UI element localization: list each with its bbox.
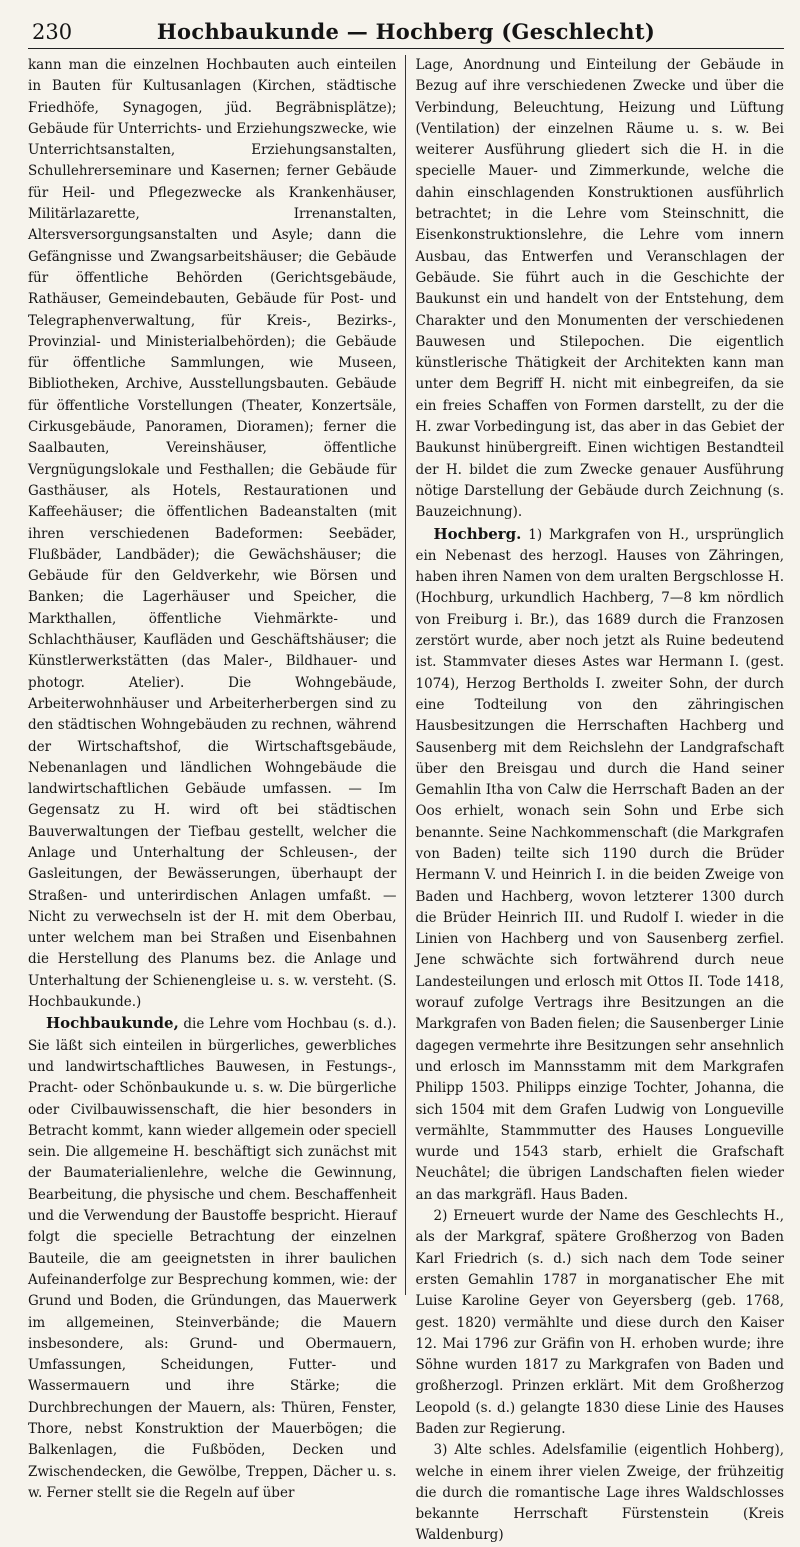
hochberg-subentry-2: 2) Erneuert wurde der Name des Geschlechts H., als der Markgraf, spätere Großherzog von Baden Karl Friedrich (s. d.) sich nach dem Tode seiner ersten Gemahlin 1787 in morganatischer Ehe mit Luise Karoline Geyer von Geyersberg (geb. 1768, gest. 1820) vermählte und diese durch den Kaiser 12. Mai 1796 zur Gräfin von H. erhoben wurde; ihre Söhne wurden 1817 zu Markgrafen von Baden und großherzogl. Prinzen erklärt. Mit dem Großherzog Leopold (s. d.) gelangte 1830 diese Linie des Hauses Baden zur Regierung. xyxy=(415,1208,784,1437)
page-number: 230 xyxy=(32,20,73,44)
entry-hochberg-text: 1) Markgrafen von H., ursprünglich ein Nebenast des herzogl. Hauses von Zähringen, haben ihren Namen von dem uralten Bergschlosse H. (Hochburg, urkundlich Hachberg, 7—8 km nördlich von Freiburg i. Br.), das 1689 durch die Franzosen zerstört wurde, aber noch jetzt als Ruine bedeutend ist. Stammvater dieses Astes war Hermann I. (gest. 1074), Herzog Bertholds I. zweiter Sohn, der durch eine Todteilung von den zähringischen Hausbesitzungen die Herrschaften Hachberg und Sausenberg mit dem Reichslehn der Landgrafschaft über den Breisgau und durch die Hand seiner Gemahlin Itha von Calw die Herrschaft Baden an der Oos erhielt, wonach sein Sohn und Erbe sich benannte. Seine Nachkommenschaft (die Markgrafen von Baden) teilte sich 1190 durch die Brüder Hermann V. und Heinrich I. in die beiden Zweige von Baden und Hachberg, wovon letzterer 1300 durch die Brüder Heinrich III. und Rudolf I. wieder in die Linien von Hachberg und von Sausenberg zerfiel. Jene schwächte sich fortwährend durch neue Landesteilungen und erlosch mit Ottos II. Tode 1418, worauf zufolge Vertrags ihre Besitzungen an die Markgrafen von Baden fielen; die Sausenberger Linie dagegen vermehrte ihre Besitzungen sehr ansehnlich und erlosch im Mannsstamm mit dem Markgrafen Philipp 1503. Philipps einzige Tochter, Johanna, die sich 1504 mit dem Grafen Ludwig von Longueville vermählte, Stammmutter des Hauses Longueville wurde und 1543 starb, erhielt die Grafschaft Neuchâtel; die übrigen Landschaften fielen wieder an das markgräfl. Haus Baden. xyxy=(415,526,784,1203)
entry-continuation-paragraph: kann man die einzelnen Hochbauten auch einteilen in Bauten für Kultusanlagen (Kirchen, städtische Friedhöfe, Synagogen, jüd. Begräbnisplätze); Gebäude für Unterrichts- und Erziehungszwecke, wie Unterrichtsanstalten, Erziehungsanstalten, Schullehrerseminare und Kasernen; ferner Gebäude für Heil- und Pflegezwecke als Krankenhäuser, Militärlazarette, Irrenanstalten, Altersversorgungsanstalten und Asyle; dann die Gefängnisse und Zwangsarbeitshäuser; die Gebäude für öffentliche Behörden (Gerichtsgebäude, Rathäuser, Gemeindebauten, Gebäude für Post- und Telegraphenverwaltung, für Kreis-, Bezirks-, Provinzial- und Ministerialbehörden); die Gebäude für öffentliche Sammlungen, wie Museen, Bibliotheken, Archive, Ausstellungsbauten. Gebäude für öffentliche Vorstellungen (Theater, Konzertsäle, Cirkusgebäude, Panoramen, Dioramen); ferner die Saalbauten, Vereinshäuser, öffentliche Vergnügungslokale und Festhallen; die Gebäude für Gasthäuser, als Hotels, Restaurationen und Kaffeehäuser; die öffentlichen Badeanstalten (mit ihren verschiedenen Badeformen: Seebäder, Flußbäder, Landbäder); die Gewächshäuser; die Gebäude für den Geldverkehr, wie Börsen und Banken; die Lagerhäuser und Speicher, die Markthallen, öffentliche Viehmärkte- und Schlachthäuser, Kaufläden und Geschäftshäuser; die Künstlerwerkstätten (das Maler-, Bildhauer- und photogr. Atelier). Die Wohngebäude, Arbeiterwohnhäuser und Arbeiterherbergen sind zu den städtischen Wohngebäuden zu rechnen, während der Wirtschaftshof, die Wirtschaftsgebäude, Nebenanlagen und ländlichen Wohngebäude die landwirtschaftlichen Gebäude umfassen. — Im Gegensatz zu H. wird oft bei städtischen Bauverwaltungen der Tiefbau gestellt, welcher die Anlage und Unterhaltung der Schleusen-, der Gasleitungen, der Bewässerungen, überhaupt der Straßen- und unterirdischen Anlagen umfaßt. — Nicht zu verwechseln ist der H. mit dem Oberbau, unter welchem man bei Straßen und Eisenbahnen die Herstellung des Planums bez. die Anlage und Unterhaltung der Schienengleise u. s. w. versteht. (S. Hochbaukunde.) xyxy=(28,57,397,1011)
entry-hochberg xyxy=(416,524,785,1207)
entry-hochbaukunde-text: die Lehre vom Hochbau (s. d.). Sie läßt sich einteilen in bürgerliches, gewerbliches und landwirtschaftliches Bauwesen, in Festungs-, Pracht- oder Schönbaukunde u. s. w. Die bürgerliche oder Civilbauwissenschaft, die hier besonders in Betracht kommt, kann wieder allgemein oder speciell sein. Die allgemeine H. beschäftigt sich zunächst mit der Baumaterialienlehre, welche die Gewinnung, Bearbeitung, die physische und chem. Beschaffenheit und die Verwendung der Baustoffe bespricht. Hierauf folgt die specielle Betrachtung der einzelnen Bauteile, die am geeignetsten in ihrer baulichen Aufeinanderfolge zur Besprechung kommen, wie: der Grund und Boden, die Gründungen, das Mauerwerk im allgemeinen, Steinverbände; die Mauern insbesondere, als: Grund- und Obermauern, Umfassungen, Scheidungen, Futter- und Wassermauern und ihre Stärke; die Durchbrechungen der Mauern, als: Thüren, Fenster, Thore, nebst Konstruktion der Mauerbögen; die Balkenlagen, die Fußböden, Decken und Zwischendecken, die Gewölbe, Treppen, Dächer u. s. w. Ferner stellt sie die Regeln auf über xyxy=(28,1016,397,1501)
hochberg-subentry-3: 3) Alte schles. Adelsfamilie (eigentlich Hohberg), welche in einem ihrer vielen Zweige, der frühzeitig die durch die romantische Lage ihres Waldschlosses bekannte Herrschaft Fürstenstein (Kreis Waldenburg) xyxy=(415,1442,784,1544)
headword-hochberg: Hochberg. xyxy=(433,524,522,543)
entry-hochbaukunde xyxy=(28,1013,397,1504)
right-column xyxy=(405,55,785,1544)
running-head: Hochbaukunde — Hochberg (Geschlecht) xyxy=(156,19,656,44)
text-columns xyxy=(28,55,784,1544)
headword-hochbaukunde: Hochbaukunde, xyxy=(46,1014,179,1033)
hochbaukunde-continuation-paragraph: Lage, Anordnung und Einteilung der Gebäude in Bezug auf ihre verschiedenen Zwecke und über die Verbindung, Beleuchtung, Heizung und Lüftung (Ventilation) der einzelnen Räume u. s. w. Bei weiterer Ausführung gliedert sich die H. in die specielle Mauer- und Zimmerkunde, welche die dahin einschlagenden Konstruktionen ausführlich betrachtet; in die Lehre vom Steinschnitt, die Eisenkonstruktionslehre, die Lehre vom innern Ausbau, das Entwerfen und Veranschlagen der Gebäude. Sie führt auch in die Geschichte der Baukunst ein und handelt von der Entstehung, dem Charakter und den Monumenten der verschiedenen Bauwesen und Stilepochen. Die eigentlich künstlerische Thätigkeit der Architekten kann man unter dem Begriff H. nicht mit einbegreifen, da sie ein freies Schaffen von Formen darstellt, zu der die H. zwar Vorbedingung ist, das aber in das Gebiet der Baukunst hinübergreift. Einen wichtigen Bestandteil der H. bildet die zum Zwecke genauer Ausführung nötige Darstellung der Gebäude durch Zeichnung (s. Bauzeichnung). xyxy=(415,57,784,521)
page-header xyxy=(28,14,784,49)
left-column xyxy=(28,55,405,1501)
